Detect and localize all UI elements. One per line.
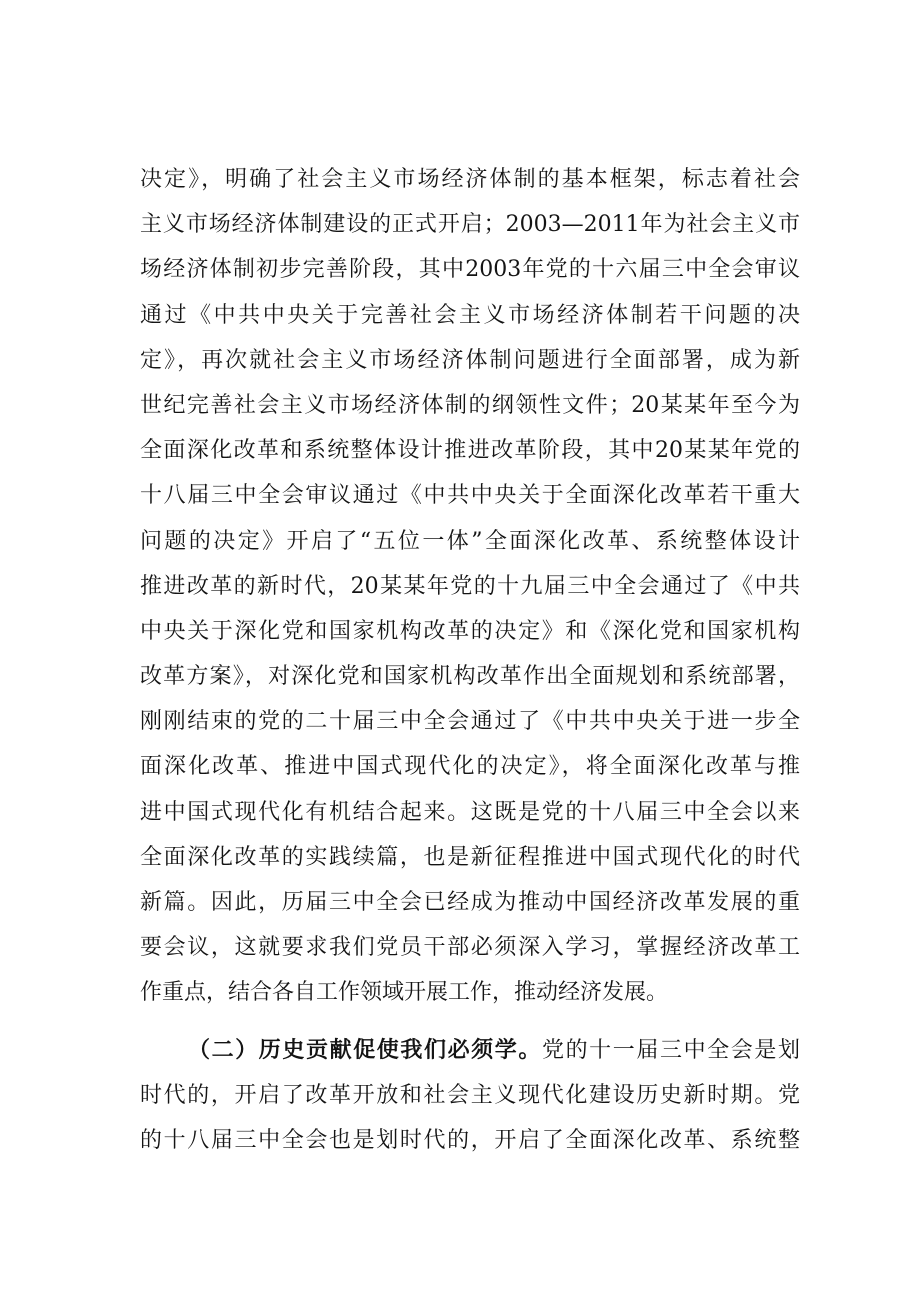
text-line: 主义市场经济体制建设的正式开启；2003—2011年为社会主义市 [140,212,800,238]
paragraph-gap [140,1016,800,1028]
text-line: 决定》，明确了社会主义市场经济体制的基本框架，标志着社会 [140,167,800,192]
text-line: 改革方案》，对深化党和国家机构改革作出全面规划和系统部署， [140,664,800,690]
text-line: 世纪完善社会主义市场经济体制的纲领性文件；20某某年至今为 [140,392,800,418]
text-line: 全面深化改革和系统整体设计推进改革阶段，其中20某某年党的 [140,438,800,464]
text-line: 十八届三中全会审议通过《中共中央关于全面深化改革若干重大 [140,483,800,509]
text-line: 作重点，结合各自工作领域开展工作，推动经济发展。 [140,980,669,1006]
paragraph-2 [140,1028,800,1164]
text-fragment: 党的十一届三中全会是划 [541,1037,800,1063]
document-body [140,157,800,1163]
text-line: 定》，再次就社会主义市场经济体制问题进行全面部署，成为新 [140,347,800,373]
text-line: 时代的，开启了改革开放和社会主义现代化建设历史新时期。党 [140,1082,800,1108]
text-line: 中央关于深化党和国家机构改革的决定》和《深化党和国家机构 [140,618,800,644]
text-line: 进中国式现代化有机结合起来。这既是党的十八届三中全会以来 [140,799,800,825]
section-heading: （二）历史贡献促使我们必须学。 [188,1037,542,1063]
paragraph-2-first-line [140,1028,800,1073]
text-line: 刚刚结束的党的二十届三中全会通过了《中共中央关于进一步全 [140,709,800,735]
text-line: 通过《中共中央关于完善社会主义市场经济体制若干问题的决 [140,302,800,328]
text-line: 面深化改革、推进中国式现代化的决定》，将全面深化改革与推 [140,754,800,780]
text-line: 全面深化改革的实践续篇，也是新征程推进中国式现代化的时代 [140,844,800,870]
text-line: 推进改革的新时代，20某某年党的十九届三中全会通过了《中共 [140,573,800,599]
text-line: 场经济体制初步完善阶段，其中2003年党的十六届三中全会审议 [140,257,800,283]
text-line: 的十八届三中全会也是划时代的，开启了全面深化改革、系统整 [140,1127,800,1153]
paragraph-1 [140,157,800,1016]
text-line: 要会议，这就要求我们党员干部必须深入学习，掌握经济改革工 [140,935,800,961]
text-line: 新篇。因此，历届三中全会已经成为推动中国经济改革发展的重 [140,890,800,915]
text-line: 问题的决定》开启了“五位一体”全面深化改革、系统整体设计 [140,528,800,554]
